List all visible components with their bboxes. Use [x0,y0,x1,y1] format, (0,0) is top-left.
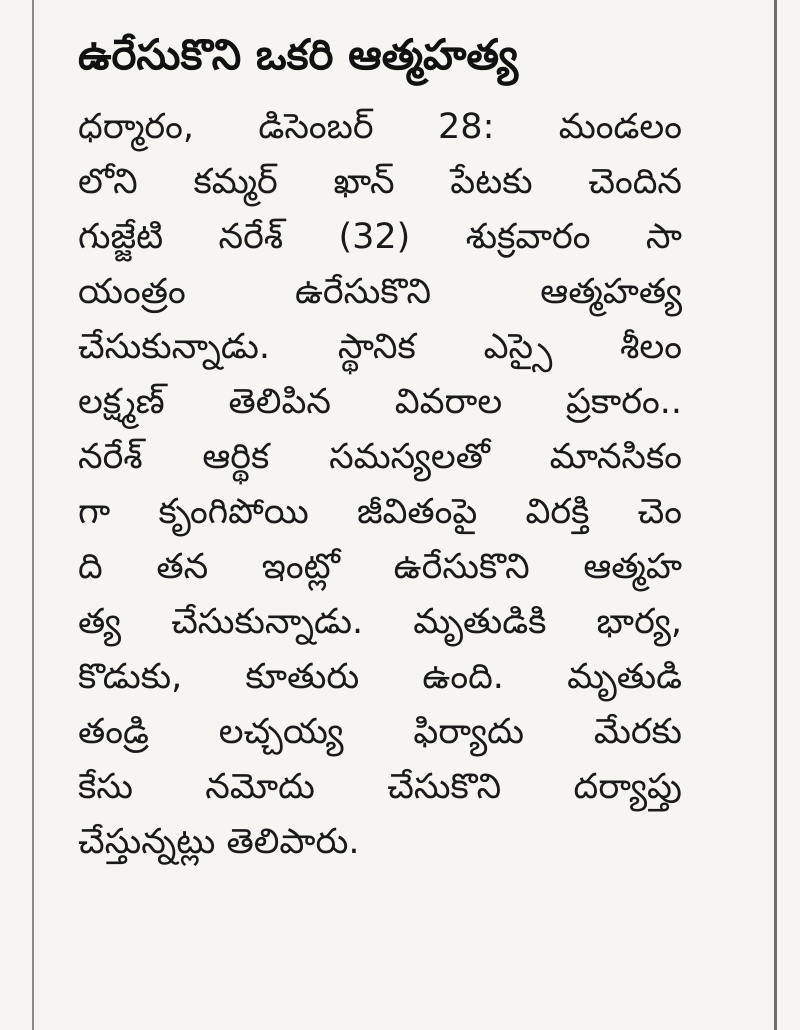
article-body-line: ది తన ఇంట్లో ఉరేసుకొని ఆత్మహ [78,547,682,587]
article-body-line: కొడుకు, కూతురు ఉంది. మృతుడి [78,657,682,697]
article-body [78,100,682,870]
column-rule-left [32,0,34,1030]
article-body-line: ధర్మారం, డిసెంబర్ 28: మండలం [78,107,682,147]
article-body-line: త్య చేసుకున్నాడు. మృతుడికి భార్య, [78,602,682,642]
article-body-line: కేసు నమోదు చేసుకొని దర్యాప్తు [78,767,682,807]
article-body-line: లోని కమ్మర్ ఖాన్ పేటకు చెందిన [78,162,682,202]
article-body-line: గుజ్జేటి నరేశ్ (32) శుక్రవారం సా [78,217,682,257]
article-body-line: తండ్రి లచ్చయ్య ఫిర్యాదు మేరకు [78,712,682,752]
article-body-line: చేసుకున్నాడు. స్థానిక ఎస్సై శీలం [78,327,682,367]
article-body-line: గా కృంగిపోయి జీవితంపై విరక్తి చెం [78,492,682,532]
article-body-line: యంత్రం ఉరేసుకొని ఆత్మహత్య [78,272,682,312]
news-article [78,20,682,870]
article-body-line: లక్ష్మణ్ తెలిపిన వివరాల ప్రకారం.. [78,382,682,422]
article-headline: ఉరేసుకొని ఒకరి ఆత్మహత్య [78,30,519,79]
column-rule-right [774,0,777,1030]
article-body-line: నరేశ్ ఆర్థిక సమస్యలతో మానసికం [78,437,682,477]
article-body-line: చేస్తున్నట్లు తెలిపారు. [78,822,360,862]
